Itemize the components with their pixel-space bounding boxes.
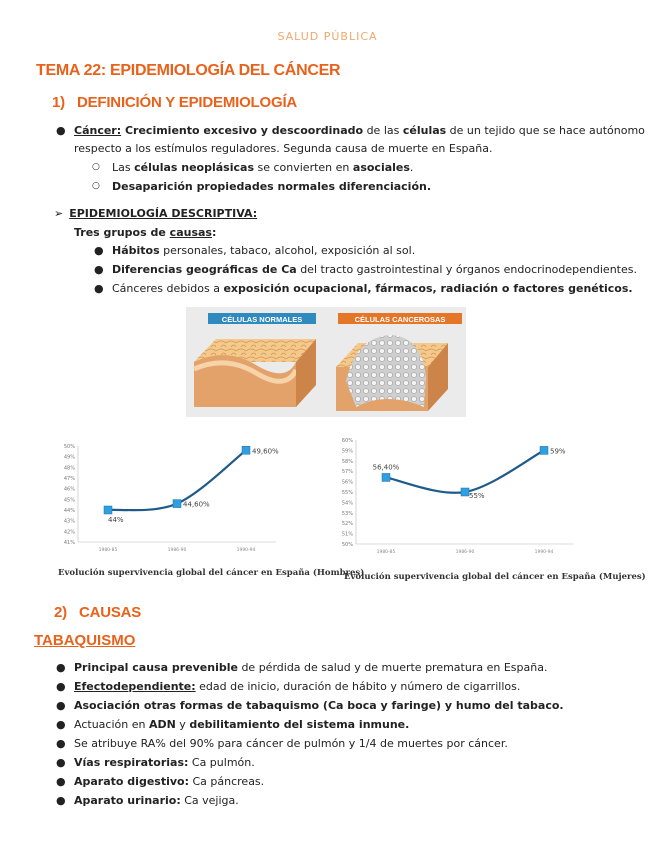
- y-tick-label: 57%: [341, 469, 353, 476]
- text: personales, tabaco, alcohol, exposición al sol.: [159, 244, 416, 257]
- y-tick-label: 53%: [341, 510, 353, 517]
- label-cancer: CÉLULAS CANCEROSAS: [354, 315, 446, 324]
- text: de un tejido que se hace autónomo: [446, 124, 645, 137]
- arrow-icon: ➢: [54, 207, 64, 220]
- section-label: CAUSAS: [78, 604, 142, 621]
- bullet-dot: ●: [94, 263, 104, 276]
- x-tick-label: 1990-94: [236, 548, 256, 553]
- bullet-dot: ●: [94, 244, 104, 257]
- tabaquismo-item: [56, 753, 255, 772]
- sub-bullet: [92, 158, 414, 177]
- section-number: 1): [52, 94, 65, 111]
- y-tick-label: 50%: [341, 542, 353, 548]
- text-strong: Diferencias geográficas de Ca: [112, 263, 297, 276]
- chart-men-caption: Evolución supervivencia global del cáncer en España (Hombres): [58, 568, 365, 578]
- text: se convierten en: [254, 161, 353, 174]
- text-strong: Aparato digestivo:: [74, 775, 189, 788]
- chart-women-caption: Evolución supervivencia global del cáncer en España (Mujeres): [344, 572, 646, 582]
- text-strong: células neoplásicas: [134, 161, 254, 174]
- y-tick-label: 56%: [341, 479, 353, 486]
- tabaquismo-item: [56, 772, 265, 791]
- page-title: TEMA 22: EPIDEMIOLOGÍA DEL CÁNCER: [36, 62, 341, 79]
- series-line: [386, 450, 544, 492]
- chart-men: [56, 440, 296, 558]
- sub-dot: ○: [92, 181, 100, 191]
- data-point: [173, 500, 181, 508]
- text: y: [175, 718, 190, 731]
- x-tick-label: 1986-90: [167, 548, 187, 553]
- x-tick-label: 1990-94: [534, 550, 554, 555]
- y-tick-label: 43%: [63, 518, 75, 525]
- bullet-dot: ●: [56, 718, 66, 731]
- text: Ca vejiga.: [180, 794, 239, 807]
- page-header: SALUD PÚBLICA: [277, 30, 378, 43]
- epi-item: [94, 279, 633, 298]
- x-tick-label: 1980-85: [376, 550, 396, 555]
- text-strong: Principal causa prevenible: [74, 661, 238, 674]
- cells-illustration: [186, 307, 466, 417]
- y-tick-label: 51%: [341, 531, 353, 538]
- text-strong: debilitamiento del sistema inmune.: [189, 718, 410, 731]
- text-strong: exposición ocupacional, fármacos, radiación o factores genéticos.: [223, 282, 633, 295]
- tabaquismo-heading: TABAQUISMO: [34, 632, 136, 649]
- definition-line-2: respecto a los estímulos reguladores. Segunda causa de muerte en España.: [74, 142, 493, 155]
- text: .: [409, 161, 414, 174]
- epi-heading-text: EPIDEMIOLOGÍA DESCRIPTIVA:: [69, 207, 258, 220]
- tabaquismo-item: [56, 715, 410, 734]
- data-point: [242, 446, 250, 454]
- section-heading-1: [52, 94, 297, 111]
- data-point: [382, 473, 390, 481]
- data-label: 55%: [469, 492, 485, 500]
- data-point: [461, 488, 469, 496]
- y-tick-label: 60%: [341, 438, 353, 444]
- text: Ca páncreas.: [188, 775, 265, 788]
- text-strong: asociales: [352, 161, 410, 174]
- y-tick-label: 48%: [63, 465, 75, 472]
- section-heading-2: [54, 604, 141, 621]
- term: Cáncer:: [74, 124, 122, 137]
- text-strong: células: [402, 124, 447, 137]
- data-point: [104, 506, 112, 514]
- epi-item: [94, 260, 637, 279]
- tres-grupos: [74, 223, 216, 242]
- label-normal: CÉLULAS NORMALES: [221, 315, 303, 324]
- y-tick-label: 54%: [341, 500, 353, 507]
- definition-bullet: [56, 121, 645, 140]
- text: Actuación en: [74, 718, 149, 731]
- data-point: [540, 446, 548, 454]
- text: de pérdida de salud y de muerte prematura en España.: [237, 661, 548, 674]
- y-tick-label: 42%: [63, 529, 75, 536]
- text: de las: [363, 124, 403, 137]
- sub-bullet: [92, 177, 432, 196]
- text: del tracto gastrointestinal y órganos endocrinodependientes.: [296, 263, 637, 276]
- bullet-dot: ●: [56, 699, 66, 712]
- text: :: [211, 226, 217, 239]
- text-strong: ADN: [148, 718, 176, 731]
- data-label: 44,60%: [183, 500, 210, 509]
- y-tick-label: 58%: [341, 458, 353, 465]
- text: Se atribuye RA% del 90% para cáncer de pulmón y 1/4 de muertes por cáncer.: [74, 737, 508, 750]
- y-tick-label: 59%: [341, 448, 353, 455]
- y-tick-label: 55%: [341, 490, 353, 496]
- tabaquismo-item: [56, 696, 564, 715]
- bullet-dot: ●: [56, 794, 66, 807]
- text-strong: Asociación otras formas de tabaquismo (Ca boca y faringe) y humo del tabaco.: [74, 699, 564, 712]
- data-label: 56,40%: [372, 463, 400, 472]
- bullet-dot: ●: [56, 756, 66, 769]
- sub-dot: ○: [92, 162, 100, 172]
- text: Las: [112, 161, 135, 174]
- text-strong: Efectodependiente:: [74, 680, 196, 693]
- epi-item: [94, 241, 416, 260]
- x-tick-label: 1986-90: [455, 550, 475, 555]
- text: Tres grupos de: [74, 226, 170, 239]
- x-tick-label: 1980-85: [98, 548, 118, 553]
- bullet-dot: ●: [94, 282, 104, 295]
- section-label: DEFINICIÓN Y EPIDEMIOLOGÍA: [76, 94, 298, 111]
- y-tick-label: 46%: [63, 486, 75, 493]
- text: edad de inicio, duración de hábito y número de cigarrillos.: [195, 680, 521, 693]
- data-label: 59%: [550, 447, 566, 456]
- bullet-dot: ●: [56, 680, 66, 693]
- tabaquismo-item: [56, 791, 239, 810]
- bullet-dot: ●: [56, 661, 66, 674]
- bullet-dot: ●: [56, 124, 66, 137]
- y-tick-label: 45%: [63, 497, 75, 504]
- tabaquismo-item: [56, 677, 521, 696]
- data-label: 44%: [108, 516, 124, 524]
- tabaquismo-item: [56, 734, 508, 753]
- y-tick-label: 49%: [63, 454, 75, 461]
- y-tick-label: 52%: [341, 521, 353, 528]
- y-tick-label: 41%: [63, 540, 75, 546]
- text-strong: Hábitos: [112, 244, 160, 257]
- tabaquismo-item: [56, 658, 548, 677]
- text-strong: Desaparición propiedades normales diferenciación.: [112, 180, 432, 193]
- text-strong: Vías respiratorias:: [74, 756, 189, 769]
- text: Ca pulmón.: [188, 756, 255, 769]
- chart-women: [334, 434, 594, 560]
- bullet-dot: ●: [56, 737, 66, 750]
- cells-svg: [186, 307, 466, 417]
- section-number: 2): [54, 604, 67, 621]
- data-label: 49,60%: [252, 447, 279, 456]
- y-tick-label: 44%: [63, 508, 75, 514]
- text-strong: Aparato urinario:: [74, 794, 181, 807]
- text-strong: Crecimiento excesivo y descoordinado: [121, 124, 364, 137]
- epi-heading: [54, 204, 257, 223]
- y-tick-label: 50%: [63, 444, 75, 450]
- bullet-dot: ●: [56, 775, 66, 788]
- text: Cánceres debidos a: [112, 282, 224, 295]
- text-underlined: causas: [169, 226, 212, 239]
- y-tick-label: 47%: [63, 476, 75, 482]
